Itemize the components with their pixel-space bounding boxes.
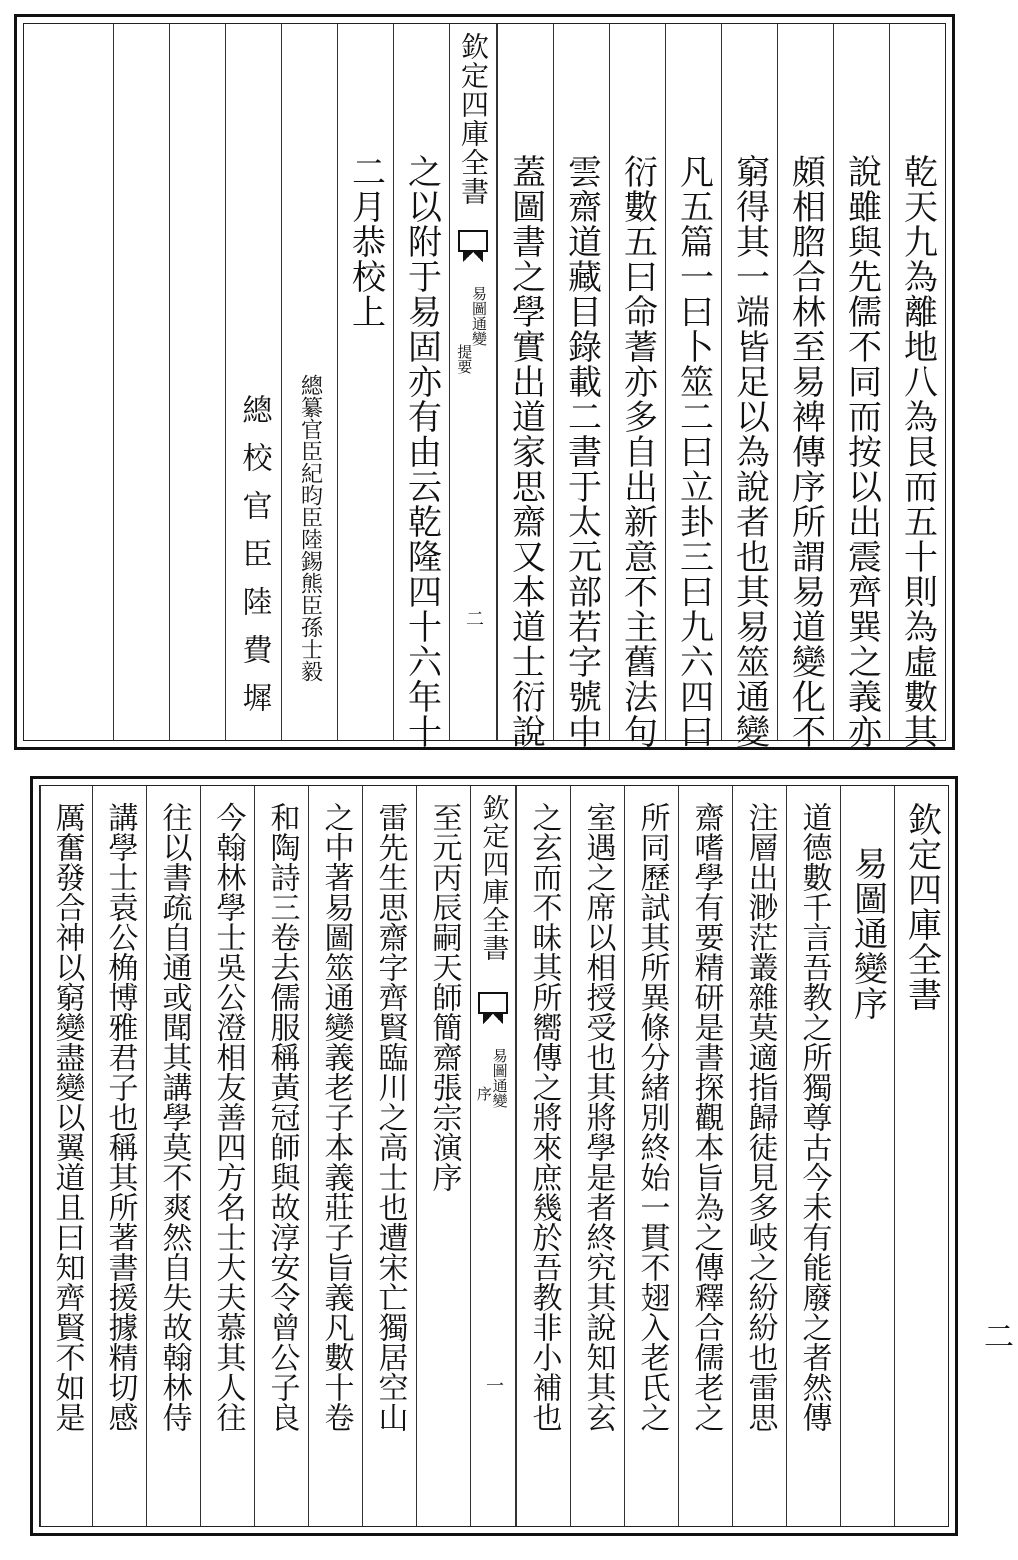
top-column-3-text: 頗相脗合林至易裨傳序所謂易道變化不 bbox=[785, 154, 826, 749]
top-column-3 bbox=[777, 24, 833, 749]
bottom-column-9-text: 至元丙辰嗣天師簡齋張宗演序 bbox=[426, 802, 462, 1192]
top-proofreader-text: 總校官臣陸費墀 bbox=[236, 394, 272, 730]
top-column-6 bbox=[609, 24, 665, 749]
bottom-column-3-text: 道德數千言吾教之所獨尊古今未有能廢之者然傳 bbox=[796, 802, 832, 1432]
top-column-8 bbox=[497, 24, 553, 749]
bottom-banner-title: 欽定四庫全書 bbox=[477, 794, 509, 962]
top-column-2-text: 說雖與先儒不同而按以出震齊巽之義亦 bbox=[841, 154, 882, 749]
top-column-9-text: 之以附于易固亦有由云乾隆四十六年十 bbox=[401, 154, 442, 749]
bottom-column-4 bbox=[732, 786, 786, 1526]
top-column-5 bbox=[665, 24, 721, 749]
fish-tail-mark-icon bbox=[478, 992, 508, 1014]
bottom-banner-folio: 一 bbox=[483, 1376, 504, 1395]
bottom-column-1-text: 欽定四庫全書 bbox=[901, 802, 942, 1012]
bottom-column-14 bbox=[146, 786, 200, 1526]
top-column-2 bbox=[833, 24, 889, 749]
top-column-1 bbox=[889, 24, 945, 749]
bottom-column-7-text: 室遇之席以相授受也其將學是者終究其說知其玄 bbox=[580, 802, 616, 1432]
bottom-column-4-text: 注層出渺茫叢雜莫適指歸徒見多岐之紛紛也雷思 bbox=[742, 802, 778, 1432]
top-column-8-text: 蓋圖書之學實出道家思齋又本道士衍說 bbox=[505, 154, 546, 749]
bottom-page-frame bbox=[39, 785, 949, 1527]
bottom-page bbox=[30, 776, 958, 1536]
top-empty-column-2 bbox=[113, 24, 169, 740]
fish-tail-mark-icon bbox=[458, 230, 488, 252]
top-column-7 bbox=[553, 24, 609, 749]
bottom-column-2-text: 易圖通變序 bbox=[847, 846, 888, 1021]
bottom-column-10 bbox=[362, 786, 416, 1526]
bottom-column-14-text: 往以書疏自通或聞其講學莫不爽然自失故翰林侍 bbox=[156, 802, 192, 1432]
bottom-column-16 bbox=[40, 786, 92, 1526]
bottom-column-13 bbox=[200, 786, 254, 1526]
top-column-4 bbox=[721, 24, 777, 749]
bottom-banner-subtitle-2: 序 bbox=[474, 1086, 493, 1101]
top-column-4-text: 窮得其一端皆足以為說者也其易筮通變 bbox=[729, 154, 770, 749]
bottom-column-11-text: 之中著易圖筮通變義老子本義莊子旨義凡數十卷 bbox=[318, 802, 354, 1432]
top-compilers-text: 總纂官臣紀昀臣陸錫熊臣孫士毅 bbox=[297, 374, 323, 682]
top-column-10 bbox=[337, 24, 393, 740]
bottom-column-5-text: 齋嗜學有要精研是書探觀本旨為之傳釋合儒老之 bbox=[688, 802, 724, 1432]
bottom-column-15 bbox=[92, 786, 146, 1526]
top-banner-title: 欽定四庫全書 bbox=[457, 32, 490, 206]
top-page-frame bbox=[23, 23, 946, 749]
bottom-column-16-text: 厲奮發合神以窮變盡變以翼道且曰知齊賢不如是 bbox=[49, 802, 85, 1432]
bottom-column-11 bbox=[308, 786, 362, 1526]
top-proofreader-column bbox=[225, 24, 281, 740]
top-banner-column bbox=[449, 24, 497, 740]
bottom-column-13-text: 今翰林學士吳公澄相友善四方名士大夫慕其人往 bbox=[210, 802, 246, 1432]
bottom-column-1 bbox=[894, 786, 948, 1526]
bottom-banner-column bbox=[470, 786, 516, 1526]
bottom-column-2 bbox=[840, 786, 894, 1526]
top-column-1-text: 乾天九為離地八為艮而五十則為虛數其 bbox=[897, 154, 938, 749]
bottom-banner-subtitle: 易圖通變 bbox=[490, 1048, 509, 1108]
top-column-5-text: 凡五篇一曰卜筮二曰立卦三曰九六四曰 bbox=[673, 154, 714, 749]
bottom-column-8 bbox=[516, 786, 570, 1526]
top-compilers-column bbox=[281, 24, 337, 740]
bottom-column-12-text: 和陶詩三卷去儒服稱黃冠師與故淳安令曾公子良 bbox=[264, 802, 300, 1432]
top-column-6-text: 衍數五曰命蓍亦多自出新意不主舊法句 bbox=[617, 154, 658, 749]
bottom-column-12 bbox=[254, 786, 308, 1526]
top-banner-subtitle: 易圖通變 bbox=[470, 286, 489, 346]
top-banner-subtitle-2: 提要 bbox=[455, 344, 474, 374]
top-column-9 bbox=[393, 24, 449, 749]
bottom-column-15-text: 講學士袁公桷博雅君子也稱其所著書援據精切感 bbox=[102, 802, 138, 1432]
bottom-column-10-text: 雷先生思齋字齊賢臨川之高士也遭宋亡獨居空山 bbox=[372, 802, 408, 1432]
bottom-column-9 bbox=[416, 786, 470, 1526]
bottom-column-6 bbox=[624, 786, 678, 1526]
top-column-7-text: 雲齋道藏目錄載二書于太元部若字號中 bbox=[561, 154, 602, 749]
top-empty-column-1 bbox=[169, 24, 225, 740]
bottom-column-3 bbox=[786, 786, 840, 1526]
bottom-column-6-text: 所同歷試其所異條分緒別終始一貫不翅入老氏之 bbox=[634, 802, 670, 1432]
top-banner-folio: 二 bbox=[463, 609, 484, 628]
bottom-column-7 bbox=[570, 786, 624, 1526]
bottom-column-5 bbox=[678, 786, 732, 1526]
top-column-10-text: 二月恭校上 bbox=[345, 154, 386, 329]
bottom-column-8-text: 之玄而不昧其所嚮傳之將來庶幾於吾教非小補也 bbox=[526, 802, 562, 1432]
top-page bbox=[14, 14, 955, 750]
page-number: 二 bbox=[984, 1320, 1014, 1355]
